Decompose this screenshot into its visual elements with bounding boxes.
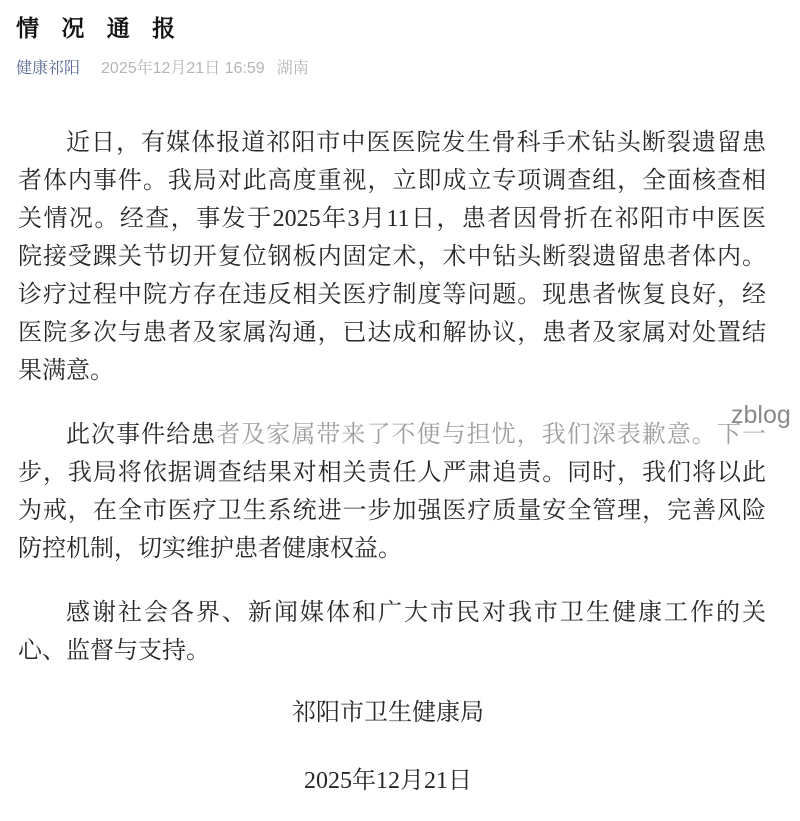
paragraph-2	[18, 416, 766, 568]
body-line	[18, 416, 766, 454]
watermark: zblog	[731, 401, 791, 429]
paragraph-3	[18, 594, 766, 670]
body-text-faded: 者及家属带来了不便与担忧，我们深表歉意。下一	[216, 422, 767, 448]
body-line: 步，我局将依据调查结果对相关责任人严肃追责。同时，我们将以此	[18, 460, 766, 486]
body-line: 防控机制，切实维护患者健康权益。	[18, 536, 402, 562]
body-line: 关情况。经查，事发于2025年3月11日，患者因骨折在祁阳市中医医	[18, 206, 766, 232]
byline	[16, 58, 800, 80]
body-line: 者体内事件。我局对此高度重视，立即成立专项调查组，全面核查相	[18, 168, 766, 194]
body-line: 医院多次与患者及家属沟通，已达成和解协议，患者及家属对处置结	[18, 320, 766, 346]
account-name-link[interactable]: 健康祁阳	[16, 60, 81, 77]
body-line: 院接受踝关节切开复位钢板内固定术，术中钻头断裂遗留患者体内。	[18, 244, 766, 270]
article-page	[0, 12, 800, 800]
publish-datetime: 2025年12月21日 16:59	[101, 60, 265, 77]
paragraph-1	[18, 124, 766, 390]
signature: 祁阳市卫生健康局	[292, 700, 484, 726]
body-line: 心、监督与支持。	[18, 638, 210, 664]
body-line: 果满意。	[18, 358, 114, 384]
page-title: 情 况 通 报	[16, 15, 184, 41]
publish-location: 湖南	[276, 60, 309, 77]
signature-date: 2025年12月21日	[304, 768, 472, 794]
document-body	[18, 124, 766, 800]
body-line: 近日，有媒体报道祁阳市中医医院发生骨科手术钻头断裂遗留患	[66, 130, 766, 156]
body-line: 为戒，在全市医疗卫生系统进一步加强医疗质量安全管理，完善风险	[18, 498, 766, 524]
body-text-dark: 此次事件给患	[66, 422, 217, 448]
body-line: 诊疗过程中院方存在违反相关医疗制度等问题。现患者恢复良好，经	[18, 282, 766, 308]
body-line: 感谢社会各界、新闻媒体和广大市民对我市卫生健康工作的关	[66, 600, 766, 626]
